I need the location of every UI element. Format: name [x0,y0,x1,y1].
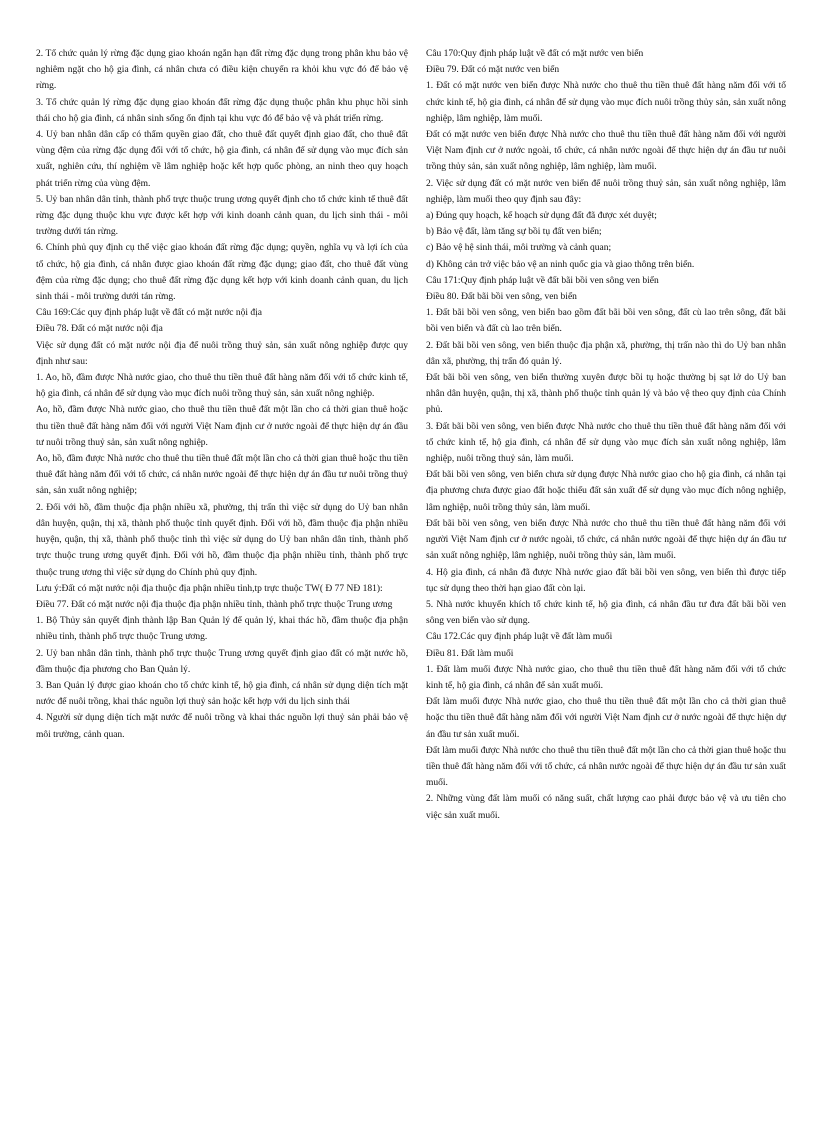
question-heading: Câu 171:Quy định pháp luật về đất bãi bồi ven sông ven biển [426,275,659,286]
paragraph: Đất bãi bồi ven sông, ven biển thường xuyên được bồi tụ hoặc thường bị sạt lở do Uỷ ban nhân dân huyện, quận, thị xã, thành phố thuộc tỉnh quản lý và bảo vệ theo quy định của Chính phủ. [426,373,786,416]
question-heading: Câu 172.Các quy định pháp luật về đất làm muối [426,632,613,643]
paragraph: 2. Tổ chức quản lý rừng đặc dụng giao khoán ngắn hạn đất rừng đặc dụng trong phân khu bảo vệ nghiêm ngặt cho hộ gia đình, cá nhân chưa có điều kiện chuyển ra khỏi khu vực đó để bảo vệ rừng. [36,49,408,92]
question-heading: Câu 170:Quy định pháp luật về đất có mặt nước ven biển [426,49,644,59]
left-column [36,46,408,743]
paragraph: 1. Đất có mặt nước ven biển được Nhà nước cho thuê thu tiền thuê đất hàng năm đối với tổ chức kinh tế, hộ gia đình, cá nhân để sử dụng vào mục đích nuôi trồng thủy sản, sản xuất nông nghiệp, lâm nghiệp, làm muối. [426,81,786,124]
paragraph: 2. Những vùng đất làm muối có năng suất, chất lượng cao phải được bảo vệ và ưu tiên cho việc sản xuất muối. [426,794,786,821]
paragraph: 3. Ban Quản lý được giao khoán cho tổ chức kinh tế, hộ gia đình, cá nhân sử dụng diện tích mặt nước để nuôi trồng, khai thác nguồn lợi thuỷ sản hoặc kết hợp với du lịch sinh thái [36,680,408,708]
paragraph: 4. Uỷ ban nhân dân cấp có thẩm quyền giao đất, cho thuê đất quyết định giao đất, cho thuê đất vùng đệm của rừng đặc dụng đối với tổ chức, hộ gia đình, cá nhân để sử dụng vào mục đích sản xuất, nghiên cứu, thí nghiệm về lâm nghiệp hoặc kết hợp quốc phòng, an ninh theo quy hoạch phát triển rừng của vùng đệm. [36,130,408,189]
paragraph: 2. Đất bãi bồi ven sông, ven biển thuộc địa phận xã, phường, thị trấn nào thì do Uỷ ban nhân dân xã, phường, thị trấn đó quản lý. [426,340,786,367]
right-column [426,46,786,824]
paragraph: Đất có mặt nước ven biển được Nhà nước cho thuê thu tiền thuê đất hàng năm đối với người Việt Nam định cư ở nước ngoài, tổ chức, cá nhân nước ngoài để thực hiện dự án đầu tư nuôi trồng thủy sản, sản xuất nông nghiệp, lâm nghiệp, làm muối. [426,130,786,173]
paragraph: Ao, hồ, đầm được Nhà nước giao, cho thuê thu tiền thuê đất một lần cho cả thời gian thuê hoặc thu tiền thuê đất hàng năm đối với người Việt Nam định cư ở nước ngoài để thực hiện dự án đầu tư nuôi trồng thuỷ sản, sản xuất nông nghiệp. [36,405,408,448]
paragraph: 1. Đất bãi bồi ven sông, ven biển bao gồm đất bãi bồi ven sông, đất cù lao trên sông, đất bãi bồi ven biển và đất cù lao trên biển. [426,308,786,335]
paragraph: Đất làm muối được Nhà nước giao, cho thuê thu tiền thuê đất một lần cho cả thời gian thuê hoặc thu tiền thuê đất hàng năm đối với người Việt Nam định cư ở nước ngoài để thực hiện dự án đầu tư sản xuất muối. [426,697,786,740]
paragraph: 6. Chính phủ quy định cụ thể việc giao khoán đất rừng đặc dụng; quyền, nghĩa vụ và lợi ích của tổ chức, hộ gia đình, cá nhân được giao khoán đất rừng đặc dụng; giao đất, cho thuê đất vùng đệm của rừng đặc dụng; cho thuê đất rừng đặc dụng kết hợp với kinh doanh cảnh quan, du lịch sinh thái - môi trường dưới tán rừng. [36,243,408,303]
paragraph: 1. Ao, hồ, đầm được Nhà nước giao, cho thuê thu tiền thuê đất hàng năm đối với tổ chức kinh tế, hộ gia đình, cá nhân để sử dụng vào mục đích nuôi trồng thuỷ sản, sản xuất nông nghiệp. [36,373,408,400]
paragraph: 1. Bộ Thủy sản quyết định thành lập Ban Quản lý để quản lý, khai thác hồ, đầm thuộc địa phận nhiều tỉnh, thành phố trực thuộc Trung ương. [36,616,408,643]
question-heading: Câu 169:Các quy định pháp luật về đất có mặt nước nội địa [36,308,262,319]
paragraph: 1. Đất làm muối được Nhà nước giao, cho thuê thu tiền thuê đất hàng năm đối với tổ chức kinh tế, hộ gia đình, cá nhân để sản xuất muối. [426,664,786,691]
article-heading: Điều 80. Đất bãi bồi ven sông, ven biển [426,292,577,303]
paragraph: 4. Người sử dụng diện tích mặt nước để nuôi trồng và khai thác nguồn lợi thuỷ sản phải bảo vệ môi trường, cảnh quan. [36,713,408,740]
note: Lưu ý:Đất có mặt nước nội địa thuộc địa phận nhiều tỉnh,tp trực thuộc TW( Đ 77 NĐ 181): [36,583,383,594]
article-heading: Điều 77. Đất có mặt nước nội địa thuộc địa phận nhiều tỉnh, thành phố trực thuộc Trung ương [36,599,393,610]
article-heading: Điều 81. Đất làm muối [426,648,514,659]
paragraph: 2. Việc sử dụng đất có mặt nước ven biển để nuôi trồng thuỷ sản, sản xuất nông nghiệp, lâm nghiệp, làm muối theo quy định sau đây: [426,178,786,205]
paragraph: Đất bãi bồi ven sông, ven biển chưa sử dụng được Nhà nước giao cho hộ gia đình, cá nhân tại địa phương chưa được giao đất hoặc thiếu đất sản xuất để sử dụng vào mục đích nông nghiệp, lâm nghiệp, nuôi trồng thủy sản, làm muối. [426,470,786,513]
article-heading: Điều 78. Đất có mặt nước nội địa [36,324,163,335]
list-item: a) Đúng quy hoạch, kế hoạch sử dụng đất đã được xét duyệt; [426,211,657,222]
paragraph: Đất làm muối được Nhà nước cho thuê thu tiền thuê đất một lần cho cả thời gian thuê hoặc thu tiền thuê đất hàng năm đối với tổ chức, cá nhân nước ngoài để thực hiện dự án đầu tư sản xuất muối. [426,745,786,789]
article-heading: Điều 79. Đất có mặt nước ven biển [426,65,560,76]
paragraph: 5. Uỷ ban nhân dân tỉnh, thành phố trực thuộc trung ương quyết định cho tổ chức kinh tế thuê đất rừng đặc dụng thuộc khu vực được kết hợp với kinh doanh cảnh quan, du lịch sinh thái - môi trường dưới tán rừng. [36,194,408,238]
paragraph: 5. Nhà nước khuyến khích tổ chức kinh tế, hộ gia đình, cá nhân đầu tư đưa đất bãi bồi ven sông ven biển vào sử dụng. [426,599,786,627]
paragraph: 4. Hộ gia đình, cá nhân đã được Nhà nước giao đất bãi bồi ven sông, ven biển thì được tiếp tục sử dụng theo thời hạn giao đất còn lại. [426,567,786,594]
paragraph: Việc sử dụng đất có mặt nước nội địa để nuôi trồng thuỷ sản, sản xuất nông nghiệp được quy định như sau: [36,340,408,367]
paragraph: Đất bãi bồi ven sông, ven biển được Nhà nước cho thuê thu tiền thuê đất hàng năm đối với người Việt Nam định cư ở nước ngoài, tổ chức, cá nhân nước ngoài để thực hiện dự án đầu tư sản xuất nông nghiệp, lâm nghiệp, nuôi trồng thủy sản, làm muối. [426,518,786,562]
paragraph: 3. Đất bãi bồi ven sông, ven biển được Nhà nước cho thuê thu tiền thuê đất hàng năm đối với tổ chức kinh tế, hộ gia đình, cá nhân để sử dụng vào mục đích sản xuất nông nghiệp, lâm nghiệp, nuôi trồng thuỷ sản, làm muối. [426,421,786,465]
list-item: c) Bảo vệ hệ sinh thái, môi trường và cảnh quan; [426,243,612,254]
paragraph: Ao, hồ, đầm được Nhà nước cho thuê thu tiền thuê đất một lần cho cả thời gian thuê hoặc thu tiền thuê đất hàng năm đối với tổ chức, cá nhân nước ngoài để thực hiện dự án đầu tư nuôi trồng thuỷ sản, sản xuất nông nghiệp; [36,454,408,497]
paragraph: 3. Tổ chức quản lý rừng đặc dụng giao khoán đất rừng đặc dụng thuộc phân khu phục hồi sinh thái cho hộ gia đình, cá nhân sinh sống ổn định tại khu vực đó để bảo vệ và phát triển rừng. [36,97,408,124]
list-item: d) Không cản trở việc bảo vệ an ninh quốc gia và giao thông trên biển. [426,259,695,270]
paragraph: 2. Uỷ ban nhân dân tỉnh, thành phố trực thuộc Trung ương quyết định giao đất có mặt nước hồ, đầm thuộc địa phương cho Ban Quản lý. [36,648,408,675]
list-item: b) Bảo vệ đất, làm tăng sự bồi tụ đất ven biển; [426,227,602,238]
paragraph: 2. Đối với hồ, đầm thuộc địa phận nhiều xã, phường, thị trấn thì việc sử dụng do Uỷ ban nhân dân huyện, quận, thị xã, thành phố thuộc tỉnh quyết định. Đối với hồ, đầm thuộc địa phận nhiều huyện, quận, thị xã, thành phố thuộc tỉnh thì việc sử dụng do Uỷ ban nhân dân tỉnh, thành phố trực thuộc trung ương quyết định. Đối với hồ, đầm thuộc địa phận nhiều tỉnh, thành phố trực thuộc trung ương thì việc sử dụng do Chính phủ quy định. [36,502,408,578]
